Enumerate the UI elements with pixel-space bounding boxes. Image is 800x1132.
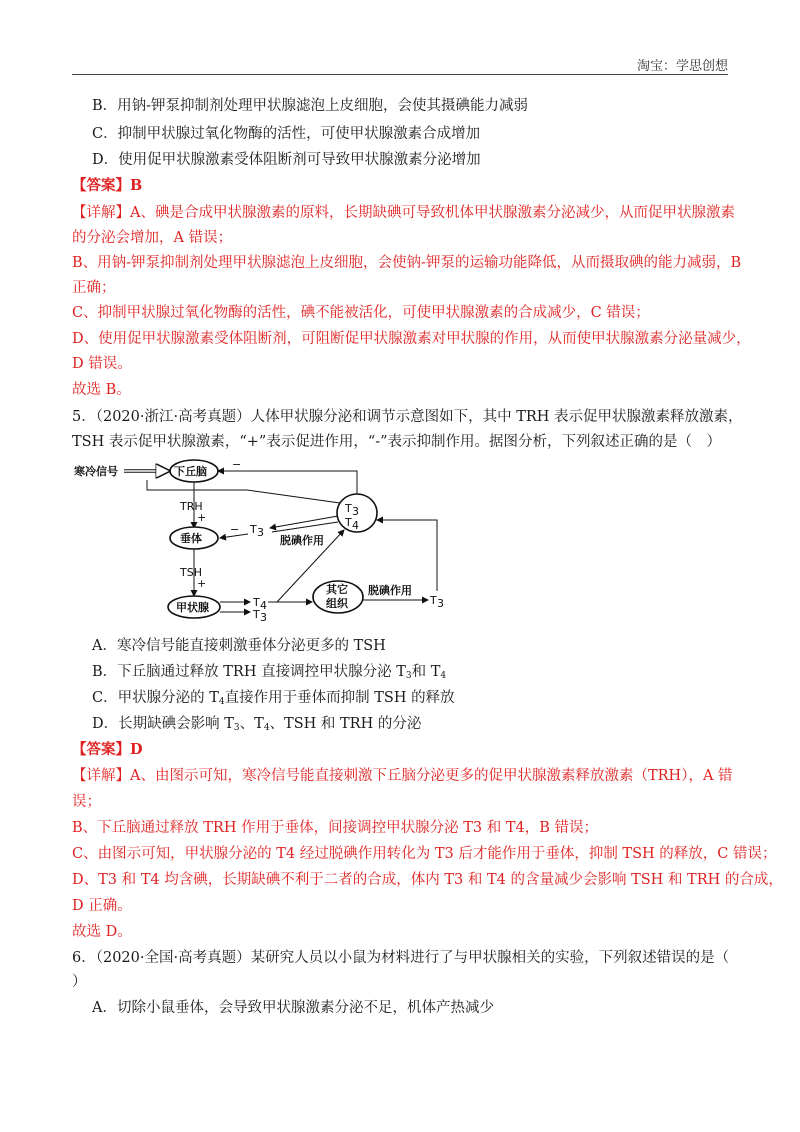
q4-detail-line: C、抑制甲状腺过氧化物酶的活性，碘不能被活化，可使甲状腺激素的合成减少，C 错误； [72, 305, 650, 321]
hypothalamus-label: 下丘脑 [174, 465, 207, 478]
subscript: 4 [352, 519, 359, 532]
subscript: 3 [352, 505, 359, 518]
trh-label: TRH [180, 500, 203, 513]
pituitary-label: 垂体 [180, 532, 202, 545]
subscript: 4 [260, 599, 267, 612]
q4-detail-line: 的分泌会增加，A 错误； [72, 230, 233, 246]
q4-conclusion: 故选 B。 [72, 382, 131, 398]
q5-detail-line: B、下丘脑通过释放 TRH 作用于垂体，间接调控甲状腺分泌 T3 和 T4，B 错误； [72, 820, 598, 836]
q4-detail-line: D 错误。 [72, 356, 132, 372]
q6-option-a: A．切除小鼠垂体，会导致甲状腺激素分泌不足，机体产热减少 [92, 1000, 494, 1016]
t3-label: T [345, 502, 352, 515]
t4-label: T [345, 516, 352, 529]
q4-option-b: B．用钠-钾泵抑制剂处理甲状腺滤泡上皮细胞，会使其摄碘能力减弱 [92, 98, 529, 114]
cold-signal-label: 寒冷信号 [74, 465, 118, 478]
q6-stem: 6．（2020·全国·高考真题）某研究人员以小鼠为材料进行了与甲状腺相关的实验，下列叙述错误的是（ [72, 950, 730, 966]
deiodination-label: 脱碘作用 [280, 534, 324, 547]
q5-stem: 5．（2020·浙江·高考真题）人体甲状腺分泌和调节示意图如下，其中 TRH 表示促甲状腺激素释放激素， [72, 409, 743, 425]
t3-label: T [250, 523, 257, 536]
q5-option-a: A．寒冷信号能直接刺激垂体分泌更多的 TSH [92, 638, 386, 654]
q5-stem: TSH 表示促甲状腺激素，“+”表示促进作用，“-”表示抑制作用。据图分析，下列叙述正确的是（ ） [72, 434, 722, 450]
t3-label: T [253, 608, 260, 621]
subscript: 3 [260, 611, 267, 624]
q5-detail-line: 误； [72, 794, 101, 810]
q4-answer: 【答案】B [72, 177, 143, 194]
tsh-label: TSH [180, 566, 202, 579]
minus-sign: − [232, 458, 242, 471]
q5-conclusion: 故选 D。 [72, 924, 132, 940]
t3-label: T [430, 594, 437, 607]
q4-option-c: C．抑制甲状腺过氧化物酶的活性，可使甲状腺激素合成增加 [92, 126, 481, 142]
deiodination-label: 脱碘作用 [368, 584, 412, 597]
subscript: 3 [257, 526, 264, 539]
other-tissue-label: 组织 [326, 597, 348, 610]
minus-sign: − [230, 523, 240, 536]
t4-label: T [253, 596, 260, 609]
q5-detail-line: D 正确。 [72, 898, 132, 914]
thyroid-regulation-diagram [72, 458, 452, 628]
q5-detail-line: D、T3 和 T4 均含碘，长期缺碘不利于二者的合成，体内 T3 和 T4 的含量减少会影响 TSH 和 TRH 的合成， [72, 872, 783, 888]
header-source: 淘宝：学思创想 [636, 59, 728, 74]
q4-option-d: D．使用促甲状腺激素受体阻断剂可导致甲状腺激素分泌增加 [92, 152, 481, 168]
q5-option-d: D．长期缺碘会影响 $T_3$、$T_4$、TSH 和 TRH 的分泌 [92, 716, 422, 733]
thyroid-label: 甲状腺 [176, 601, 209, 614]
plus-sign: + [197, 511, 207, 524]
q5-option-c: C．甲状腺分泌的 $T_4$直接作用于垂体而抑制 TSH 的释放 [92, 690, 455, 707]
header-divider [72, 74, 728, 75]
other-tissue-label: 其它 [326, 583, 348, 596]
q4-detail-line: 正确； [72, 280, 116, 296]
q4-detail-line: B、用钠-钾泵抑制剂处理甲状腺滤泡上皮细胞，会使钠-钾泵的运输功能降低，从而摄取碘的能力减弱，B [72, 255, 742, 271]
q6-stem: ） [72, 974, 87, 990]
plus-sign: + [197, 577, 207, 590]
q5-detail-line: 【详解】A、由图示可知，寒冷信号能直接刺激下丘脑分泌更多的促甲状腺激素释放激素（TRH），A 错 [72, 768, 733, 784]
q4-detail-line: D、使用促甲状腺激素受体阻断剂，可阻断促甲状腺激素对甲状腺的作用，从而使甲状腺激素分泌量减少， [72, 331, 751, 347]
subscript: 3 [437, 597, 444, 610]
q5-option-b: B．下丘脑通过释放 TRH 直接调控甲状腺分泌 $T_3$和 $T_4$ [92, 664, 447, 681]
q5-answer: 【答案】D [72, 741, 143, 758]
q5-detail-line: C、由图示可知，甲状腺分泌的 T4 经过脱碘作用转化为 T3 后才能作用于垂体，抑制 TSH 的释放，C 错误； [72, 846, 777, 862]
q4-detail-line: 【详解】A、碘是合成甲状腺激素的原料，长期缺碘可导致机体甲状腺激素分泌减少，从而促甲状腺激素 [72, 205, 735, 221]
